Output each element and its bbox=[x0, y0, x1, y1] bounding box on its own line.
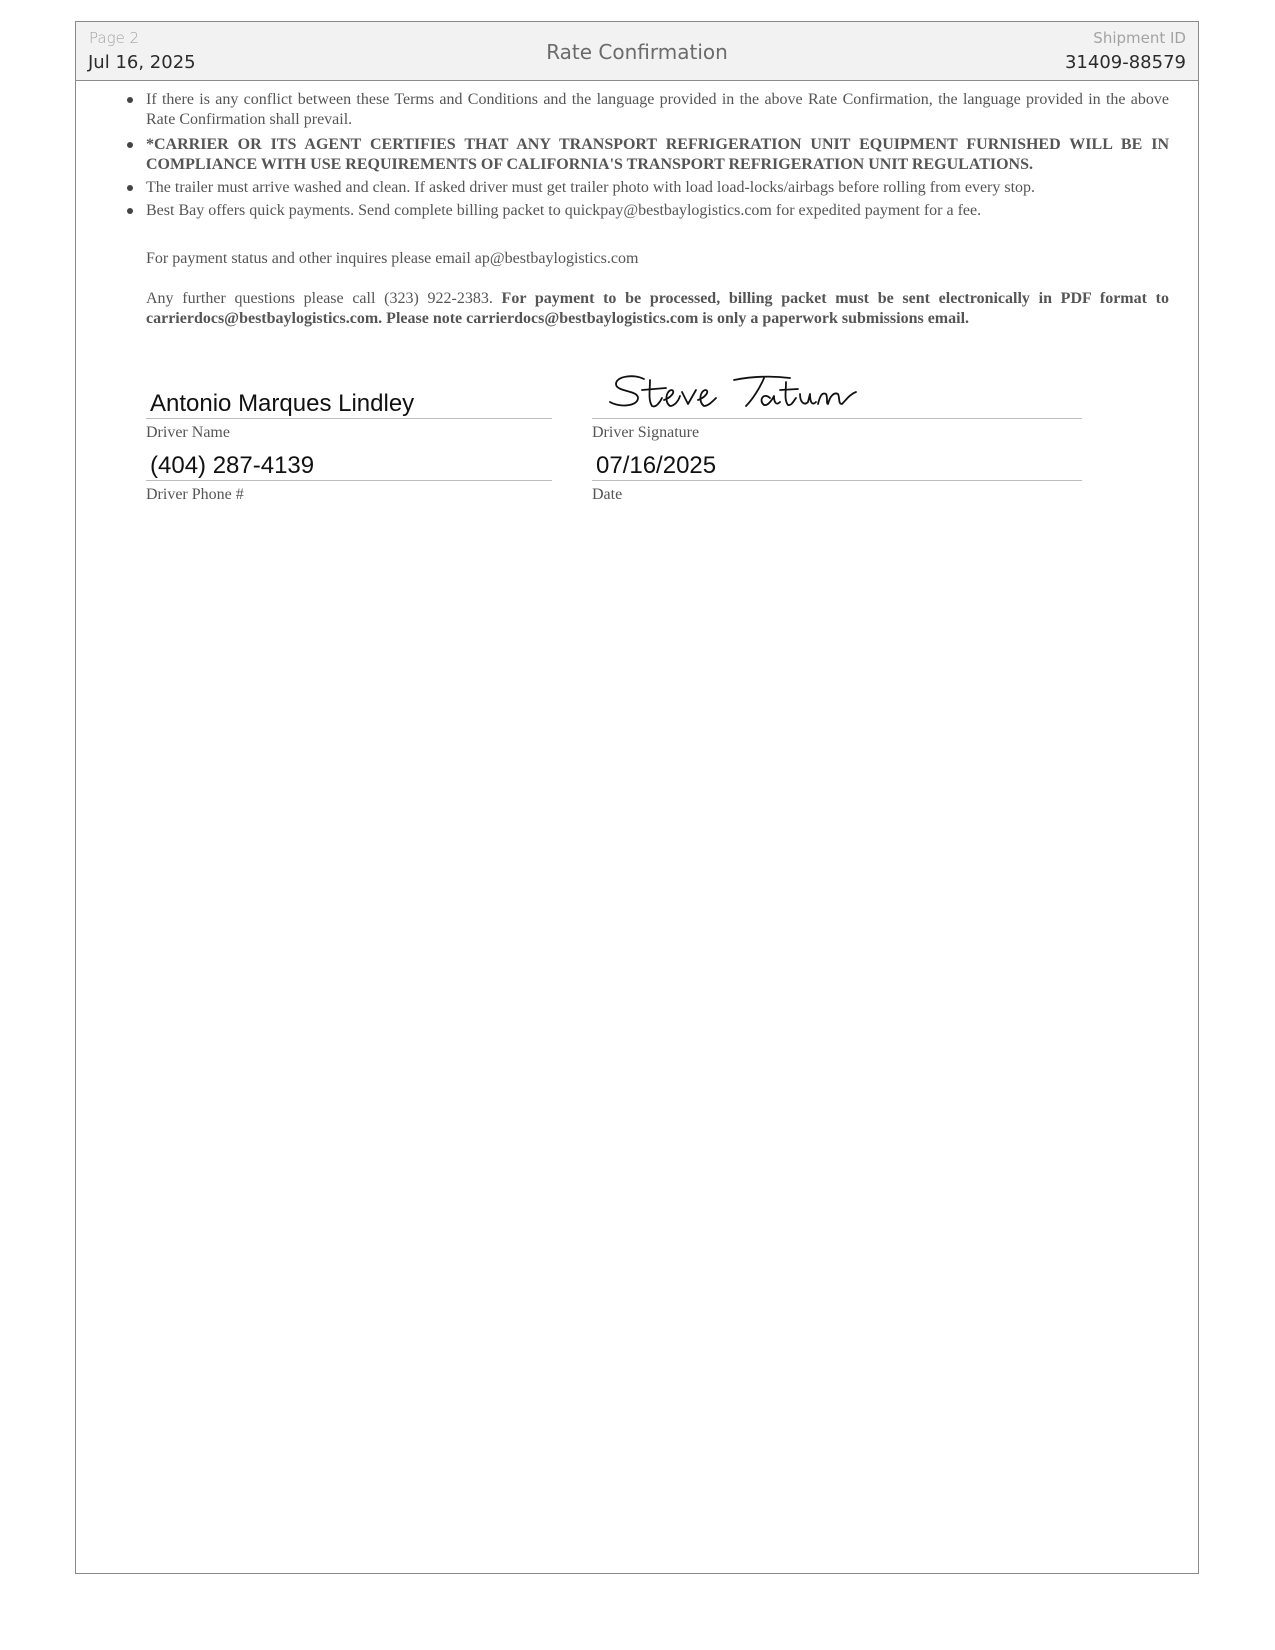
driver-signature-block bbox=[146, 372, 1136, 532]
document-title: Rate Confirmation bbox=[546, 40, 728, 64]
date-value: 07/16/2025 bbox=[596, 452, 717, 479]
terms-section bbox=[146, 90, 1169, 329]
driver-phone-field bbox=[146, 444, 552, 506]
questions-prefix: Any further questions please call (323) 922-2383. bbox=[146, 290, 493, 307]
term-item-quickpay: Best Bay offers quick payments. Send complete billing packet to quickpay@bestbaylogistics.com for expedited payment for a fee. bbox=[146, 201, 1169, 221]
driver-name-value: Antonio Marques Lindley bbox=[150, 390, 415, 417]
driver-phone-caption: Driver Phone # bbox=[146, 486, 244, 503]
page-number: Page 2 bbox=[89, 29, 140, 47]
driver-signature-field bbox=[592, 372, 1082, 442]
driver-name-caption: Driver Name bbox=[146, 424, 230, 441]
document-date: Jul 16, 2025 bbox=[88, 52, 196, 73]
date-caption: Date bbox=[592, 486, 623, 503]
driver-signature-line bbox=[592, 418, 1082, 419]
term-item-refrigeration: *CARRIER OR ITS AGENT CERTIFIES THAT ANY TRANSPORT REFRIGERATION UNIT EQUIPMENT FURNISHED WILL BE IN COMPLIANCE WITH USE REQUIREMENTS OF CALIFORNIA'S TRANSPORT REFRIGERATION UNIT REGULATIONS. bbox=[146, 136, 1169, 173]
date-line bbox=[592, 480, 1082, 481]
term-item-trailer: The trailer must arrive washed and clean. If asked driver must get trailer photo with load load-locks/airbags before rolling from every stop. bbox=[146, 178, 1169, 198]
document-page bbox=[75, 21, 1199, 1574]
payment-status-note: For payment status and other inquires please email ap@bestbaylogistics.com bbox=[146, 250, 639, 267]
driver-phone-line bbox=[146, 480, 552, 481]
page-header bbox=[76, 22, 1198, 81]
term-item-conflict: If there is any conflict between these Terms and Conditions and the language provided in the above Rate Confirmation, the language provided in the above Rate Confirmation shall prevail. bbox=[146, 91, 1169, 128]
questions-note bbox=[146, 289, 1169, 329]
shipment-id-label: Shipment ID bbox=[1093, 29, 1186, 47]
shipment-id-value: 31409-88579 bbox=[1064, 52, 1186, 73]
driver-signature-image bbox=[604, 370, 874, 414]
driver-name-field bbox=[146, 372, 552, 442]
date-field bbox=[592, 444, 1082, 506]
driver-phone-value: (404) 287-4139 bbox=[150, 452, 315, 479]
driver-signature-caption: Driver Signature bbox=[592, 424, 700, 441]
questions-bold-notice: For payment to be processed, billing packet must be sent electronically in PDF format to carrierdocs@bestbaylogistics.com. Please note carrierdocs@bestbaylogistics.com is only a paperwork submissions email. bbox=[146, 290, 1170, 327]
terms-list bbox=[146, 90, 1169, 221]
driver-name-line bbox=[146, 418, 552, 419]
